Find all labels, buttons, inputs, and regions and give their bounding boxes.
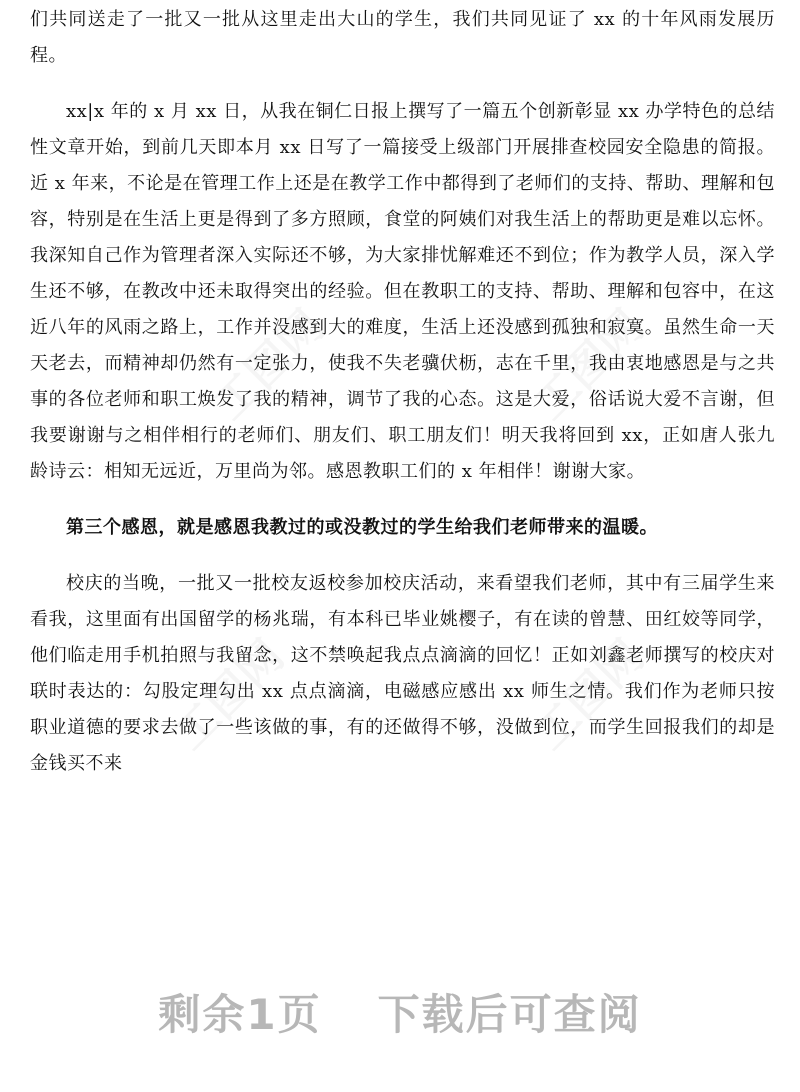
watermark: 工图网 [524, 300, 654, 430]
section-heading: 第三个感恩，就是感恩我教过的或没教过的学生给我们老师带来的温暖。 [66, 517, 658, 538]
paragraph: xx|x 年的 x 月 xx 日，从我在铜仁日报上撰写了一篇五个创新彰显 xx 办学特色的总结性文章开始，到前几天即本月 xx 日写了一篇接受上级部门开展排查校园安全隐患的简报。近 x 年来，不论是在管理工作上还是在教学工作中都得到了老师们的支持、帮助、理解和包容，特别是在生活上更是得到了多方照顾，食堂的阿姨们对我生活上的帮助更是难以忘怀。我深知自己作为管理者深入实际还不够，为大家排忧解难还不到位；作为教学人员，深入学生还不够，在教改中还未取得突出的经验。但在教职工的支持、帮助、理解和包容中，在这近八年的风雨之路上，工作并没感到大的难度，生活上还没感到孤独和寂寞。虽然生命一天天老去，而精神却仍然有一定张力，使我不失老骥伏枥，志在千里，我由衷地感恩是与之共事的各位老师和职工焕发了我的精神，调节了我的心态。这是大爱，俗话说大爱不言谢，但我要谢谢与之相伴相行的老师们、朋友们、职工朋友们！明天我将回到 xx，正如唐人张九龄诗云：相知无远近，万里尚为邻。感恩教职工们的 x 年相伴！谢谢大家。 [30, 101, 775, 482]
watermark: 工图网 [164, 630, 294, 760]
document-body [30, 2, 775, 782]
watermark: 工图网 [204, 300, 334, 430]
download-hint-label: 下载后可查阅 [377, 990, 642, 1039]
watermark: 工图网 [524, 630, 654, 760]
remaining-pages-label: 剩余1页 [158, 990, 322, 1039]
paragraph: 们共同送走了一批又一批从这里走出大山的学生，我们共同见证了 xx 的十年风雨发展历程。 [30, 9, 775, 66]
download-banner[interactable] [0, 985, 800, 1045]
paragraph: 校庆的当晚，一批又一批校友返校参加校庆活动，来看望我们老师，其中有三届学生来看我，这里面有出国留学的杨兆瑞，有本科已毕业姚樱子，有在读的曾慧、田红姣等同学，他们临走用手机拍照与我留念，这不禁唤起我点点滴滴的回忆！正如刘鑫老师撰写的校庆对联时表达的：勾股定理勾出 xx 点点滴滴，电磁感应感出 xx 师生之情。我们作为老师只按职业道德的要求去做了一些该做的事，有的还做得不够，没做到位，而学生回报我们的却是金钱买不来 [30, 573, 775, 774]
